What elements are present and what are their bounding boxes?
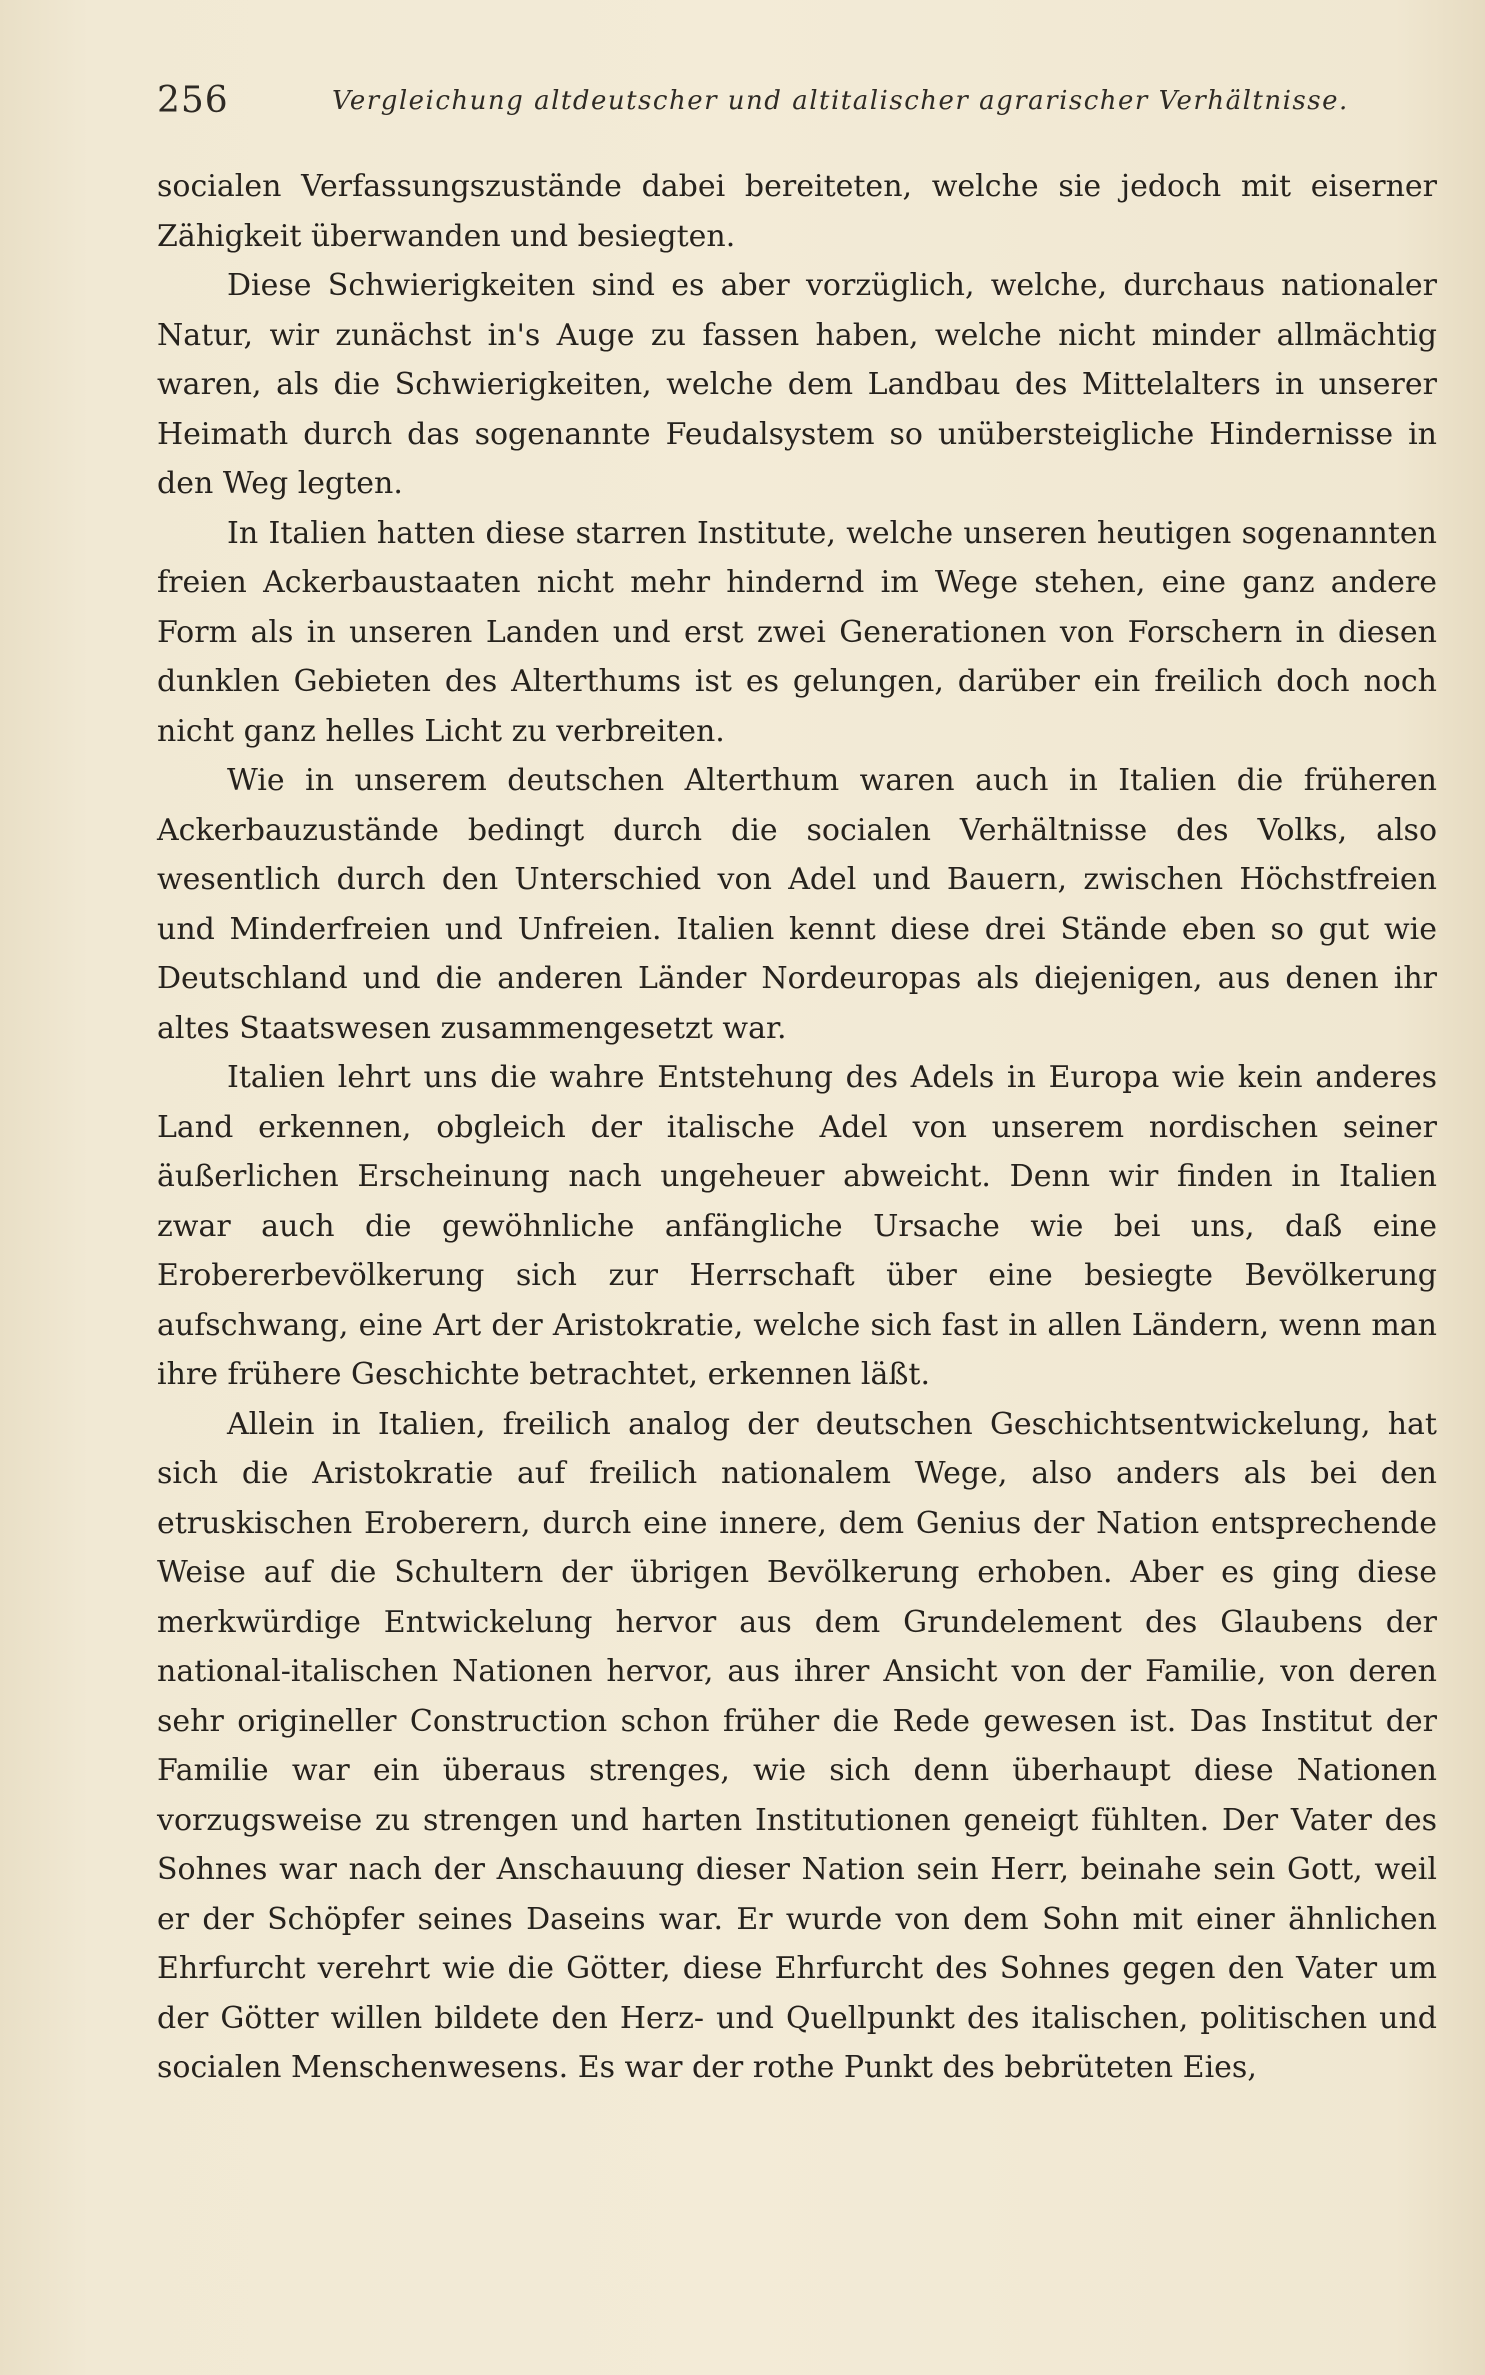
paragraph: Diese Schwierigkeiten sind es aber vorzüglich, welche, durchaus nationaler Natur, wir zunächst in's Auge zu fassen haben, welche nicht minder allmächtig waren, als die Schwierigkeiten, welche dem Landbau des Mittelalters in unserer Heimath durch das sogenannte Feudalsystem so unübersteigliche Hindernisse in den Weg legten.	[157, 268, 1437, 501]
paragraph-continuation: socialen Verfassungszustände dabei bereiteten, welche sie jedoch mit eiserner Zähigkeit überwanden und besiegten.	[157, 169, 1437, 254]
page-number: 256	[157, 80, 229, 121]
paragraph: Allein in Italien, freilich analog der deutschen Geschichtsentwickelung, hat sich die Aristokratie auf freilich nationalem Wege, also anders als bei den etruskischen Eroberern, durch eine innere, dem Genius der Nation entsprechende Weise auf die Schultern der übrigen Bevölkerung erhoben. Aber es ging diese merkwürdige Entwickelung hervor aus dem Grundelement des Glaubens der national-italischen Nationen hervor, aus ihrer Ansicht von der Familie, von deren sehr origineller Construction schon früher die Rede gewesen ist. Das Institut der Familie war ein überaus strenges, wie sich denn überhaupt diese Nationen vorzugsweise zu strengen und harten Institutionen geneigt fühlten. Der Vater des Sohnes war nach der Anschauung dieser Nation sein Herr, beinahe sein Gott, weil er der Schöpfer seines Daseins war. Er wurde von dem Sohn mit einer ähnlichen Ehrfurcht verehrt wie die Götter, diese Ehrfurcht des Sohnes gegen den Vater um der Götter willen bildete den Herz- und Quellpunkt des italischen, politischen und socialen Menschenwesens. Es war der rothe Punkt des bebrüteten Eies,	[157, 1406, 1437, 2085]
paragraph: Wie in unserem deutschen Alterthum waren auch in Italien die früheren Ackerbauzustände bedingt durch die socialen Verhältnisse des Volks, also wesentlich durch den Unterschied von Adel und Bauern, zwischen Höchstfreien und Minderfreien und Unfreien. Italien kennt diese drei Stände eben so gut wie Deutschland und die anderen Länder Nordeuropas als diejenigen, aus denen ihr altes Staatswesen zusammengesetzt war.	[157, 763, 1437, 1046]
body-text	[157, 162, 1437, 2093]
paragraph: In Italien hatten diese starren Institute, welche unseren heutigen sogenannten freien Ackerbaustaaten nicht mehr hindernd im Wege stehen, eine ganz andere Form als in unseren Landen und erst zwei Generationen von Forschern in diesen dunklen Gebieten des Alterthums ist es gelungen, darüber ein freilich doch noch nicht ganz helles Licht zu verbreiten.	[157, 515, 1437, 749]
running-title: Vergleichung altdeutscher und altitalischer agrarischer Verhältnisse.	[332, 86, 1349, 116]
paragraph: Italien lehrt uns die wahre Entstehung des Adels in Europa wie kein anderes Land erkennen, obgleich der italische Adel von unserem nordischen seiner äußerlichen Erscheinung nach ungeheuer abweicht. Denn wir finden in Italien zwar auch die gewöhnliche anfängliche Ursache wie bei uns, daß eine Erobererbevölkerung sich zur Herrschaft über eine besiegte Bevölkerung aufschwang, eine Art der Aristokratie, welche sich fast in allen Ländern, wenn man ihre frühere Geschichte betrachtet, erkennen läßt.	[157, 1060, 1437, 1392]
page-header	[157, 80, 1447, 130]
